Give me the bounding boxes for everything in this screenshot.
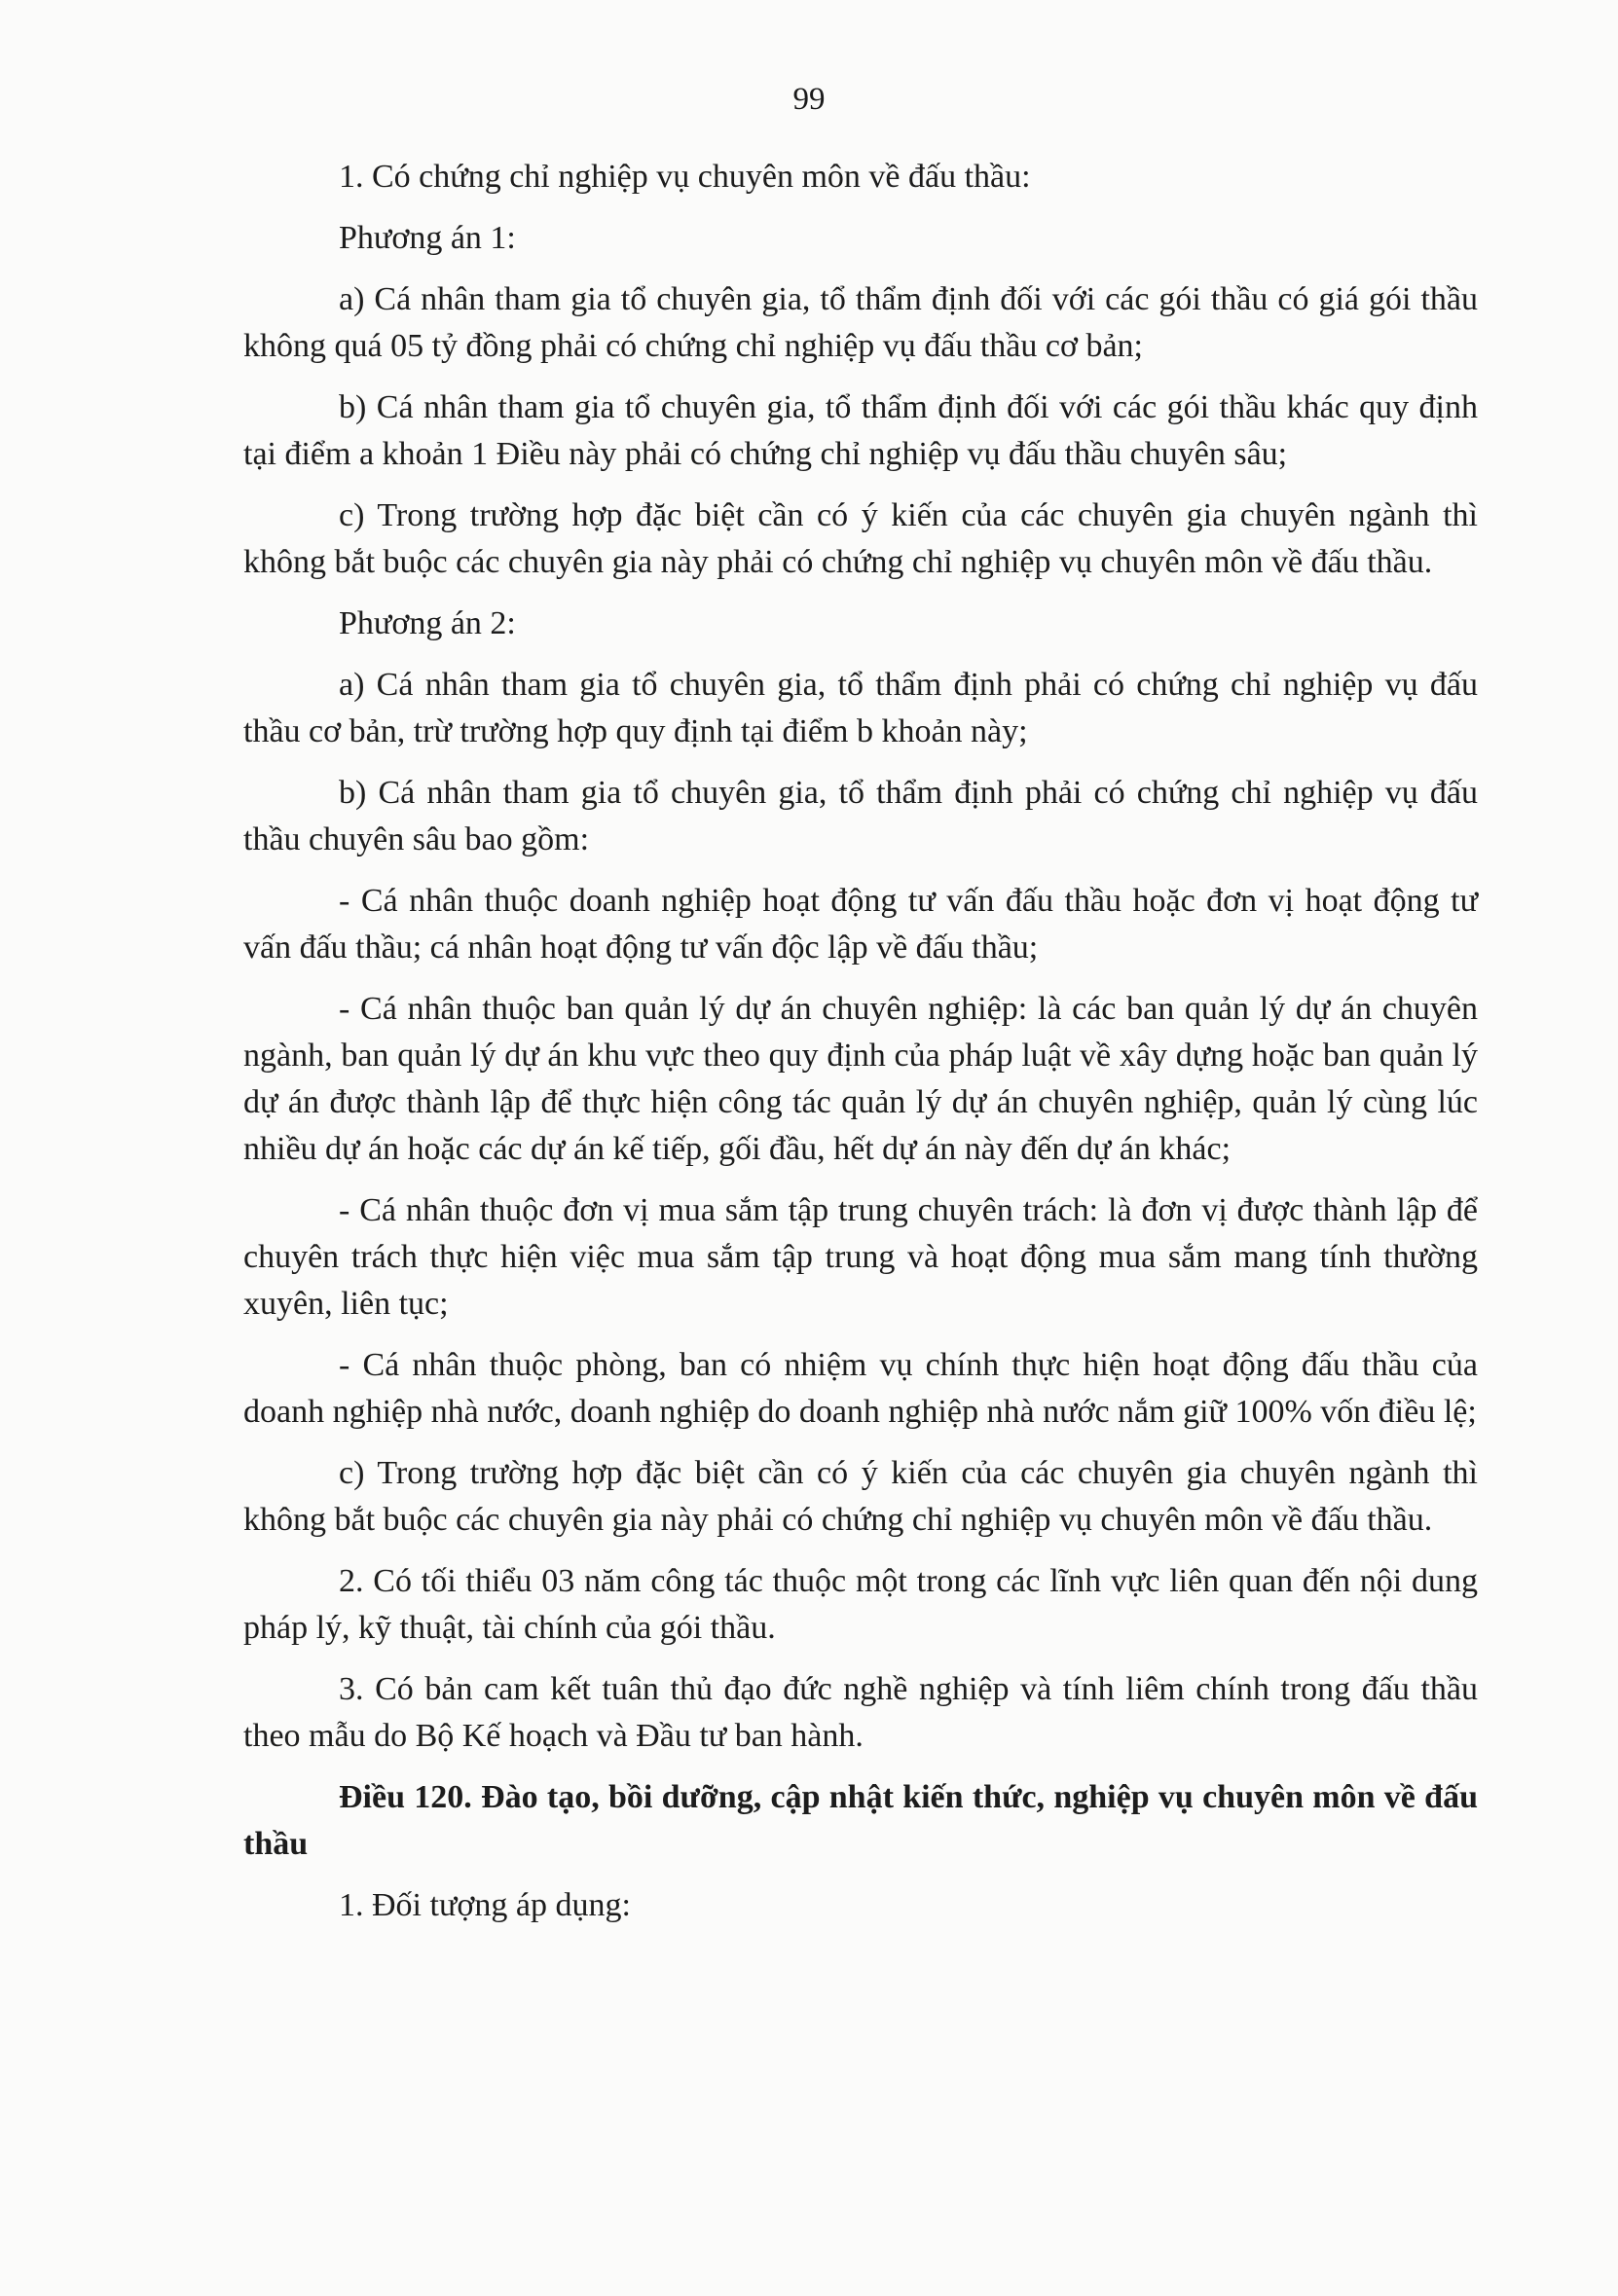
paragraph: c) Trong trường hợp đặc biệt cần có ý kiến của các chuyên gia chuyên ngành thì không bắt buộc các chuyên gia này phải có chứng chỉ nghiệp vụ chuyên môn về đấu thầu.: [243, 1455, 1478, 1538]
paragraph: Phương án 1:: [339, 220, 516, 256]
paragraph: b) Cá nhân tham gia tổ chuyên gia, tổ thẩm định phải có chứng chỉ nghiệp vụ đấu thầu chuyên sâu bao gồm:: [243, 775, 1478, 857]
document-body: [243, 154, 1478, 1944]
paragraph: - Cá nhân thuộc đơn vị mua sắm tập trung chuyên trách: là đơn vị được thành lập để chuyên trách thực hiện việc mua sắm tập trung và hoạt động mua sắm mang tính thường xuyên, liên tục;: [243, 1192, 1478, 1322]
paragraph: - Cá nhân thuộc phòng, ban có nhiệm vụ chính thực hiện hoạt động đấu thầu của doanh nghiệp nhà nước, doanh nghiệp do doanh nghiệp nhà nước nắm giữ 100% vốn điều lệ;: [243, 1347, 1478, 1430]
paragraph: c) Trong trường hợp đặc biệt cần có ý kiến của các chuyên gia chuyên ngành thì không bắt buộc các chuyên gia này phải có chứng chỉ nghiệp vụ chuyên môn về đấu thầu.: [243, 497, 1478, 580]
paragraph: - Cá nhân thuộc ban quản lý dự án chuyên nghiệp: là các ban quản lý dự án chuyên ngành, ban quản lý dự án khu vực theo quy định của pháp luật về xây dựng hoặc ban quản lý dự án được thành lập để thực hiện công tác quản lý dự án chuyên nghiệp, quản lý cùng lúc nhiều dự án hoặc các dự án kế tiếp, gối đầu, hết dự án này đến dự án khác;: [243, 991, 1478, 1167]
paragraph: 1. Có chứng chỉ nghiệp vụ chuyên môn về đấu thầu:: [339, 159, 1031, 195]
paragraph: 2. Có tối thiểu 03 năm công tác thuộc một trong các lĩnh vực liên quan đến nội dung pháp lý, kỹ thuật, tài chính của gói thầu.: [243, 1563, 1478, 1646]
page-number: 99: [792, 82, 826, 117]
paragraph: 3. Có bản cam kết tuân thủ đạo đức nghề nghiệp và tính liêm chính trong đấu thầu theo mẫu do Bộ Kế hoạch và Đầu tư ban hành.: [243, 1671, 1478, 1754]
paragraph: a) Cá nhân tham gia tổ chuyên gia, tổ thẩm định đối với các gói thầu có giá gói thầu không quá 05 tỷ đồng phải có chứng chỉ nghiệp vụ đấu thầu cơ bản;: [243, 281, 1478, 364]
paragraph: a) Cá nhân tham gia tổ chuyên gia, tổ thẩm định phải có chứng chỉ nghiệp vụ đấu thầu cơ bản, trừ trường hợp quy định tại điểm b khoản này;: [243, 667, 1478, 749]
paragraph: b) Cá nhân tham gia tổ chuyên gia, tổ thẩm định đối với các gói thầu khác quy định tại điểm a khoản 1 Điều này phải có chứng chỉ nghiệp vụ đấu thầu chuyên sâu;: [243, 389, 1478, 472]
paragraph: Phương án 2:: [339, 605, 516, 641]
paragraph: 1. Đối tượng áp dụng:: [339, 1887, 631, 1923]
paragraph: - Cá nhân thuộc doanh nghiệp hoạt động tư vấn đấu thầu hoặc đơn vị hoạt động tư vấn đấu thầu; cá nhân hoạt động tư vấn độc lập về đấu thầu;: [243, 883, 1478, 966]
article-heading: Điều 120. Đào tạo, bồi dưỡng, cập nhật kiến thức, nghiệp vụ chuyên môn về đấu thầu: [243, 1779, 1478, 1862]
